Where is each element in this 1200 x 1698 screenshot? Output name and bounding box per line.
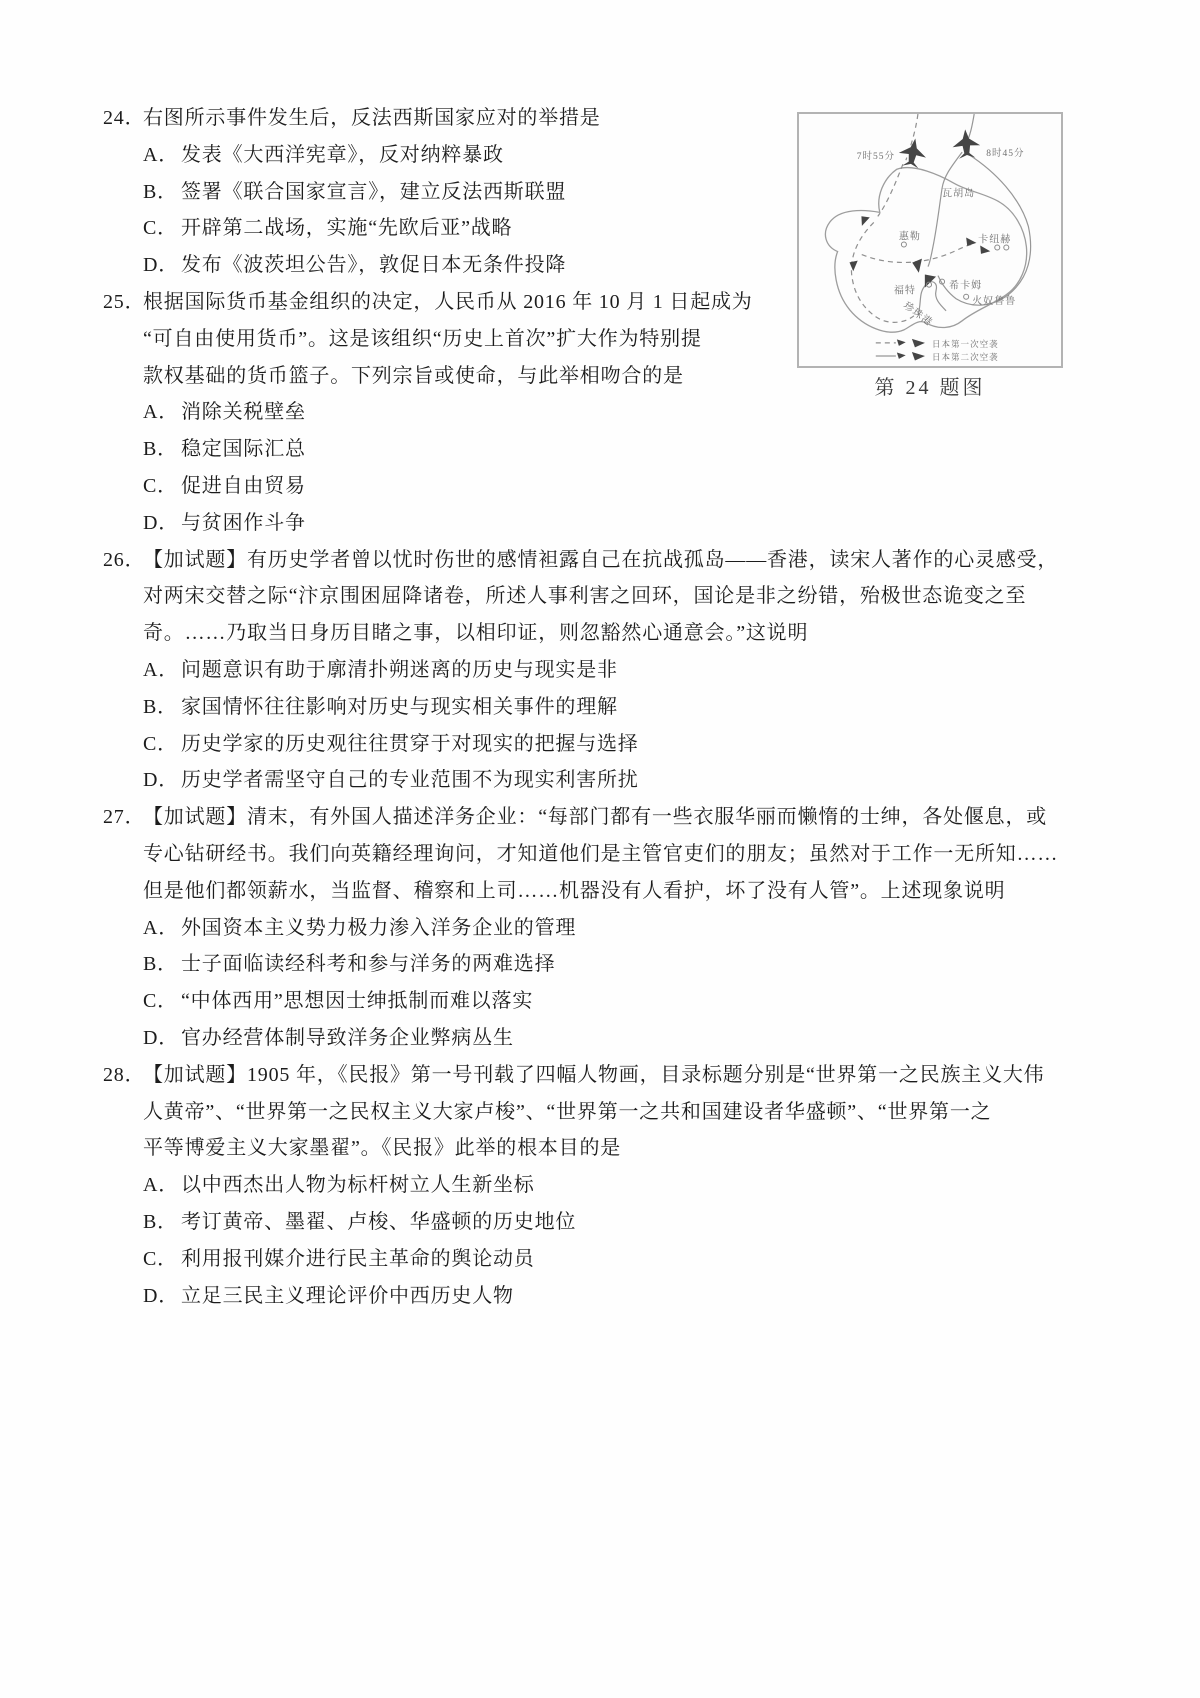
option-text: 官办经营体制导致洋务企业弊病丛生 [181,1026,514,1049]
option-row [143,137,1115,174]
option-label: C． [143,474,178,497]
option-label: A． [143,1174,180,1197]
question-26 [103,542,1115,800]
question-stem-line: 平等博爱主义大家墨翟”。《民报》此举的根本目的是 [143,1137,622,1160]
option-text: 促进自由贸易 [181,474,306,497]
option-row [143,1241,1115,1278]
question-25 [103,284,1115,542]
hickam-label: 希卡姆 [949,280,983,292]
option-label: A． [143,143,180,166]
question-number: 24． [103,107,146,129]
option-row [143,431,1115,468]
option-text: 历史学家的历史观往往贯穿于对现实的把握与选择 [181,732,639,755]
question-list [103,100,1115,1314]
question-stem-line: 右图所示事件发生后，反法西斯国家应对的举措是 [143,107,601,129]
option-row [143,910,1115,947]
option-text: 利用报刊媒介进行民主革命的舆论动员 [181,1247,535,1270]
option-text: 发表《大西洋宪章》，反对纳粹暴政 [181,143,504,166]
option-row [143,1167,1115,1204]
figure-caption: 第 24 题图 [874,377,986,399]
question-27 [103,799,1115,1057]
option-row [143,983,1115,1020]
option-label: A． [143,916,180,939]
option-text: 考订黄帝、墨翟、卢梭、华盛顿的历史地位 [181,1210,577,1233]
option-row [143,689,1115,726]
option-text: 开辟第二战场，实施“先欧后亚”战略 [181,217,513,240]
option-row [143,1278,1115,1315]
question-stem-line: 人黄帝”、“世界第一之民权主义大家卢梭”、“世界第一之共和国建设者华盛顿”、“世界第一之 [143,1100,992,1123]
option-label: C． [143,732,178,755]
option-row [143,210,1115,247]
question-28 [103,1057,1115,1315]
question-stem-line: 奇。……乃取当日身历目睹之事，以相印证，则忽豁然心通意会。”这说明 [143,622,809,645]
option-row [143,247,1115,284]
option-text: 士子面临读经科考和参与洋务的两难选择 [181,953,556,976]
option-row [143,394,1115,431]
option-text: 问题意识有助于廓清扑朔迷离的历史与现实是非 [181,658,618,681]
option-label: D． [143,1026,180,1049]
option-label: C． [143,217,178,240]
option-row [143,946,1115,983]
option-label: B． [143,1210,178,1233]
option-text: 历史学者需坚守自己的专业范围不为现实利害所扰 [181,769,639,792]
option-row [143,1020,1115,1057]
option-label: B． [143,180,178,203]
option-label: D． [143,511,180,534]
question-stem-line: 对两宋交替之际“汴京围困屈降诸卷，所述人事利害之回环，国论是非之纷错，殆极世态诡变之至 [143,585,1027,608]
question-number: 26． [103,548,146,571]
question-stem-line: 款权基础的货币篮子。下列宗旨或使命，与此举相吻合的是 [143,364,684,387]
option-row [143,174,1115,211]
honolulu-label: 火奴鲁鲁 [972,295,1017,307]
first-wave-time-label: 7时55分 [856,152,896,163]
question-stem-line: 根据国际货币基金组织的决定，人民币从 2016 年 10 月 1 日起成为 [143,290,753,313]
question-number: 28． [103,1063,146,1086]
option-label: A． [143,401,180,424]
island-label: 瓦胡岛 [942,188,976,200]
question-24 [103,100,1115,284]
option-text: 立足三民主义理论评价中西历史人物 [181,1284,514,1307]
legend-second-wave-label: 日本第二次空袭 [932,351,999,362]
option-text: 发布《波茨坦公告》，敦促日本无条件投降 [181,254,567,277]
wheeler-label: 惠勒 [898,231,921,243]
option-label: A． [143,658,180,681]
option-row [143,652,1115,689]
option-text: “中体西用”思想因士绅抵制而难以落实 [181,990,534,1013]
option-label: C． [143,1247,178,1270]
option-text: 家国情怀往往影响对历史与现实相关事件的理解 [181,695,618,718]
question-stem-line: 【加试题】清末，有外国人描述洋务企业：“每部门都有一些衣服华丽而懒惰的士绅，各处偃息，或 [143,806,1048,829]
option-label: C． [143,990,178,1013]
second-wave-time-label: 8时45分 [986,149,1025,160]
kaneohe-label: 卡纽赫 [978,234,1012,246]
question-number: 27． [103,806,146,829]
option-row [143,468,1115,505]
option-label: B． [143,695,178,718]
question-number: 25． [103,290,146,313]
option-text: 外国资本主义势力极力渗入洋务企业的管理 [181,916,577,939]
option-text: 消除关税壁垒 [181,401,306,424]
option-row [143,726,1115,763]
question-stem-line: 【加试题】1905 年，《民报》第一号刊载了四幅人物画，目录标题分别是“世界第一之民族主义大伟 [143,1063,1045,1086]
option-text: 稳定国际汇总 [181,438,306,461]
option-row [143,505,1115,542]
option-row [143,1204,1115,1241]
option-text: 签署《联合国家宣言》，建立反法西斯联盟 [181,180,567,203]
option-label: D． [143,254,180,277]
pearl-harbor-label: 珍珠港 [901,300,935,329]
option-label: B． [143,953,178,976]
option-label: D． [143,1284,180,1307]
question-stem-line: 但是他们都领薪水，当监督、稽察和上司……机器没有人看护，坏了没有人管”。上述现象说明 [143,879,1006,902]
ford-label: 福特 [893,285,916,297]
question-stem-line: 【加试题】有历史学者曾以忧时伤世的感情袒露自己在抗战孤岛——香港，读宋人著作的心灵感受， [143,548,1059,571]
option-label: D． [143,769,180,792]
option-text: 与贫困作斗争 [181,511,306,534]
question-stem-line: “可自由使用货币”。这是该组织“历史上首次”扩大作为特别提 [143,327,702,350]
option-label: B． [143,438,178,461]
option-text: 以中西杰出人物为标杆树立人生新坐标 [181,1174,535,1197]
question-stem-line: 专心钻研经书。我们向英籍经理询问，才知道他们是主管官吏们的朋友；虽然对于工作一无所知…… [143,842,1059,865]
option-row [143,762,1115,799]
legend-first-wave-label: 日本第一次空袭 [932,338,999,349]
